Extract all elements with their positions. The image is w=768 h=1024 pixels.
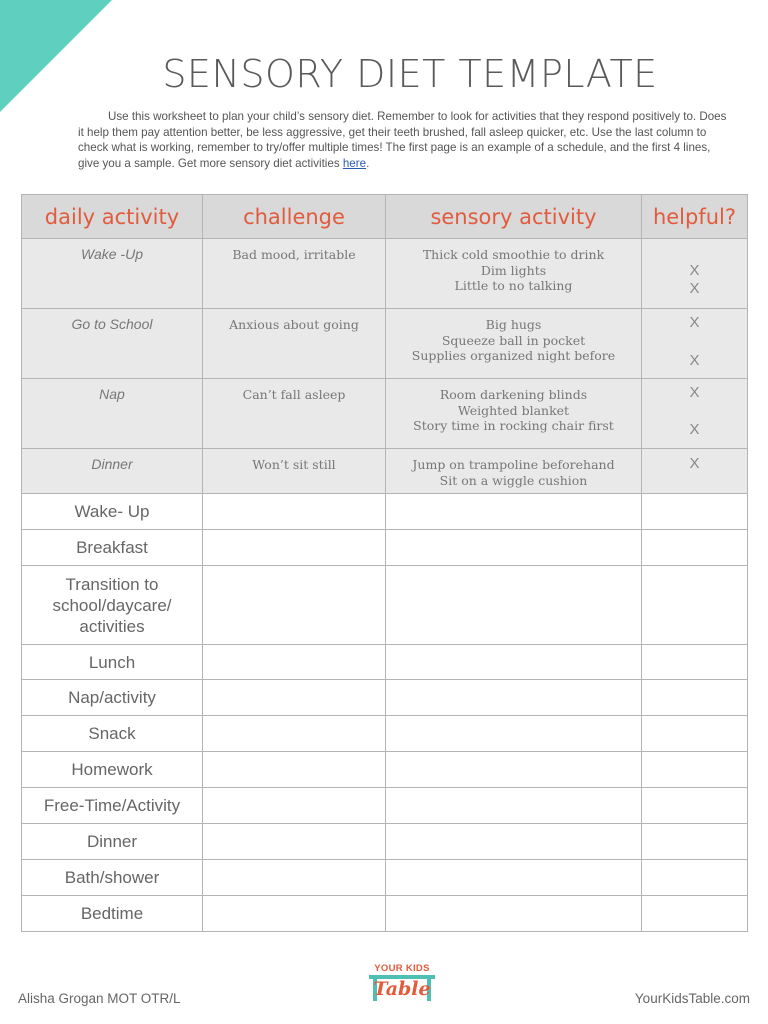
- sample-sensory-activity: [386, 379, 642, 449]
- helpful-cell[interactable]: [642, 752, 748, 788]
- sensory-cell[interactable]: [386, 860, 642, 896]
- helpful-mark: X: [689, 421, 700, 438]
- table-row: [22, 716, 748, 752]
- challenge-cell[interactable]: [203, 824, 386, 860]
- sample-helpful: [642, 309, 748, 379]
- sample-activity: Dinner: [22, 449, 203, 494]
- row-activity: Nap/activity: [22, 680, 203, 716]
- challenge-cell[interactable]: [203, 752, 386, 788]
- row-activity: Homework: [22, 752, 203, 788]
- sample-challenge: Can’t fall asleep: [203, 379, 386, 449]
- sensory-line: Sit on a wiggle cushion: [439, 472, 588, 488]
- challenge-cell[interactable]: [203, 494, 386, 530]
- table-row: [22, 530, 748, 566]
- helpful-cell[interactable]: [642, 566, 748, 645]
- header-sensory-activity: sensory activity: [386, 195, 642, 239]
- header-helpful: helpful?: [642, 195, 748, 239]
- sensory-cell[interactable]: [386, 566, 642, 645]
- header-challenge: challenge: [203, 195, 386, 239]
- sensory-line: Squeeze ball in pocket: [441, 332, 586, 348]
- row-activity: Dinner: [22, 824, 203, 860]
- sample-helpful: [642, 449, 748, 494]
- sensory-diet-table: [21, 194, 748, 932]
- sensory-line: Weighted blanket: [457, 402, 570, 418]
- helpful-mark: X: [689, 280, 700, 297]
- sensory-line: Thick cold smoothie to drink: [422, 247, 605, 262]
- table-row: [22, 645, 748, 680]
- row-activity: Bedtime: [22, 896, 203, 932]
- table-header-row: [22, 195, 748, 239]
- website-credit: YourKidsTable.com: [634, 991, 750, 1006]
- helpful-cell[interactable]: [642, 645, 748, 680]
- author-credit: Alisha Grogan MOT OTR/L: [18, 991, 181, 1006]
- sensory-cell[interactable]: [386, 788, 642, 824]
- sample-row: [22, 379, 748, 449]
- table-row: [22, 752, 748, 788]
- sensory-cell[interactable]: [386, 494, 642, 530]
- challenge-cell[interactable]: [203, 896, 386, 932]
- challenge-cell[interactable]: [203, 860, 386, 896]
- activities-link[interactable]: here: [342, 156, 367, 170]
- sample-row: [22, 449, 748, 494]
- table-row: [22, 494, 748, 530]
- sensory-line: Jump on trampoline beforehand: [412, 457, 615, 472]
- table-row: [22, 896, 748, 932]
- table-row: [22, 824, 748, 860]
- sensory-line: Story time in rocking chair first: [413, 418, 614, 433]
- helpful-cell[interactable]: [642, 896, 748, 932]
- sample-challenge: Bad mood, irritable: [203, 239, 386, 309]
- logo-word: Table: [373, 978, 431, 1000]
- helpful-mark: X: [689, 262, 700, 279]
- page-title: SENSORY DIET TEMPLATE: [162, 52, 658, 96]
- sample-helpful: [642, 379, 748, 449]
- sensory-cell[interactable]: [386, 645, 642, 680]
- helpful-mark: X: [689, 384, 700, 401]
- sensory-cell[interactable]: [386, 530, 642, 566]
- row-activity: Bath/shower: [22, 860, 203, 896]
- sensory-cell[interactable]: [386, 896, 642, 932]
- sensory-cell[interactable]: [386, 716, 642, 752]
- challenge-cell[interactable]: [203, 716, 386, 752]
- sensory-line: Little to no talking: [454, 278, 573, 293]
- intro-paragraph: [78, 109, 728, 171]
- sensory-line: Dim lights: [480, 262, 547, 278]
- sensory-cell[interactable]: [386, 824, 642, 860]
- sample-helpful: [642, 239, 748, 309]
- sensory-line: Room darkening blinds: [439, 387, 588, 402]
- table-row: [22, 680, 748, 716]
- sample-challenge: Anxious about going: [203, 309, 386, 379]
- helpful-cell[interactable]: [642, 860, 748, 896]
- sensory-cell[interactable]: [386, 752, 642, 788]
- helpful-mark: X: [689, 455, 700, 472]
- intro-text: Use this worksheet to plan your child’s sensory diet. Remember to look for activities that they respond positively to. Does it help them pay attention better, be less aggressive, get their teeth brushed, fall asleep quicker, etc. Use the last column to check what is working, remember to try/offer multiple times! The first page is an example of a schedule, and the first 4 lines, give you a sample. Get more sensory diet activities: [78, 110, 727, 170]
- sample-sensory-activity: [386, 239, 642, 309]
- helpful-mark: X: [689, 352, 700, 369]
- row-activity: Transition to school/daycare/ activities: [22, 566, 203, 645]
- challenge-cell[interactable]: [203, 788, 386, 824]
- row-activity: Free-Time/Activity: [22, 788, 203, 824]
- sample-row: [22, 309, 748, 379]
- your-kids-table-logo: [363, 960, 441, 1006]
- intro-end: .: [366, 156, 370, 170]
- challenge-cell[interactable]: [203, 645, 386, 680]
- row-activity: Wake- Up: [22, 494, 203, 530]
- header-daily-activity: daily activity: [22, 195, 203, 239]
- sensory-cell[interactable]: [386, 680, 642, 716]
- challenge-cell[interactable]: [203, 530, 386, 566]
- row-activity: Breakfast: [22, 530, 203, 566]
- challenge-cell[interactable]: [203, 566, 386, 645]
- sample-challenge: Won’t sit still: [203, 449, 386, 494]
- sample-row: [22, 239, 748, 309]
- logo-top-text: YOUR KIDS: [374, 963, 430, 974]
- helpful-mark: X: [689, 314, 700, 331]
- sensory-line: Big hugs: [485, 317, 542, 332]
- sensory-line: Supplies organized night before: [411, 348, 616, 363]
- helpful-cell[interactable]: [642, 788, 748, 824]
- table-row: [22, 788, 748, 824]
- helpful-cell[interactable]: [642, 716, 748, 752]
- sample-sensory-activity: [386, 449, 642, 494]
- helpful-cell[interactable]: [642, 494, 748, 530]
- helpful-cell[interactable]: [642, 530, 748, 566]
- helpful-cell[interactable]: [642, 680, 748, 716]
- sample-activity: Wake -Up: [22, 239, 203, 309]
- table-row: [22, 860, 748, 896]
- row-activity: Snack: [22, 716, 203, 752]
- sample-activity: Nap: [22, 379, 203, 449]
- row-activity: Lunch: [22, 645, 203, 680]
- table-row: [22, 566, 748, 645]
- helpful-cell[interactable]: [642, 824, 748, 860]
- sample-sensory-activity: [386, 309, 642, 379]
- sample-activity: Go to School: [22, 309, 203, 379]
- challenge-cell[interactable]: [203, 680, 386, 716]
